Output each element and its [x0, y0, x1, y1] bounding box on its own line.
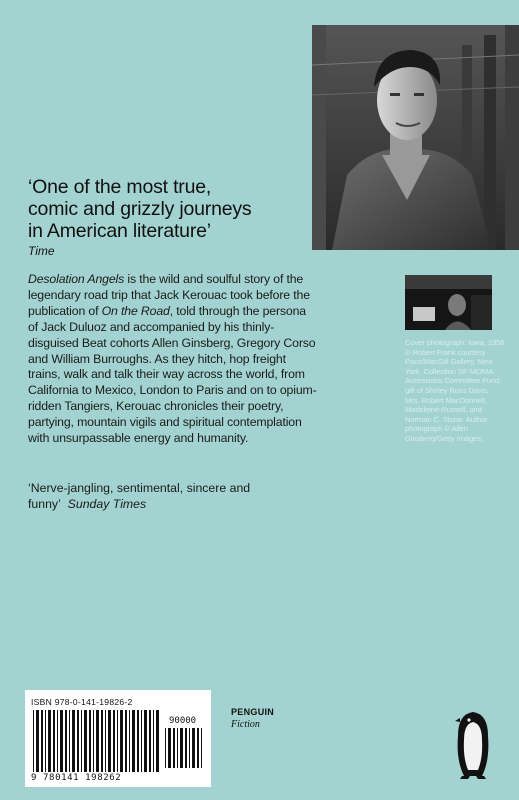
- barcode-bar: [45, 710, 46, 772]
- barcode-bar: [201, 728, 202, 768]
- barcode-bar: [113, 710, 115, 772]
- barcode-bar: [36, 710, 39, 772]
- barcode-bar: [177, 728, 178, 768]
- barcode-bar: [168, 728, 171, 768]
- book-title: Desolation Angels: [28, 272, 125, 286]
- barcode-bar: [84, 710, 87, 772]
- barcode-bar: [108, 710, 111, 772]
- barcode-box: [25, 690, 211, 787]
- cover-photo-thumbnail: [405, 275, 492, 330]
- barcode-bar: [89, 710, 91, 772]
- barcode-bar: [189, 728, 190, 768]
- isbn-number: ISBN 978-0-141-19826-2: [31, 697, 133, 707]
- barcode-bar: [77, 710, 79, 772]
- photo-credits: Cover photograph: Iowa, 1956 © Robert Frank courtesy Pace/MacGill Gallery, New York. Collection SF-MOMA: Accessions Committee Fund: gift of Shirley Ross Davis, Mrs. Robert MacDonnell, Madeleine Russell, and Norman C. Stone. Author photograph © Allen Ginsberg/Getty Images.: [405, 338, 505, 443]
- barcode-bar: [81, 710, 82, 772]
- barcode-bar: [57, 710, 58, 772]
- book-description: [28, 272, 318, 447]
- publisher-name: PENGUIN: [231, 707, 275, 717]
- main-quote-line-2: comic and grizzly journeys: [28, 198, 252, 220]
- barcode-bar: [132, 710, 135, 772]
- price-barcode: [165, 728, 211, 768]
- barcode-bar: [117, 710, 118, 772]
- barcode-bar: [141, 710, 142, 772]
- price-code: 90000: [169, 716, 197, 726]
- barcode-bar: [65, 710, 67, 772]
- barcode-bar: [144, 710, 147, 772]
- barcode-bar: [33, 710, 34, 772]
- barcode-bar: [180, 728, 183, 768]
- barcode-bar: [69, 710, 70, 772]
- barcode-bar: [53, 710, 55, 772]
- barcode-bar: [60, 710, 63, 772]
- book-category: Fiction: [231, 719, 260, 730]
- barcode-digits: 9 780141 198262: [31, 773, 122, 783]
- barcode-bar: [185, 728, 187, 768]
- barcode-bar: [149, 710, 151, 772]
- barcode-bar: [165, 728, 166, 768]
- barcode-bar: [93, 710, 94, 772]
- barcode-bar: [48, 710, 51, 772]
- main-quote-line-3: in American literature’: [28, 220, 211, 242]
- second-review-quote: [28, 481, 318, 513]
- main-review-quote: [28, 176, 318, 242]
- second-quote-text: ‘Nerve-jangling, sentimental, sincere and funny’: [28, 481, 251, 511]
- description-part-2: , told through the persona of Jack Duluoz and accompanied by his thinly-disguised Beat cohorts Allen Ginsberg, Gregory Corso and William Burroughs. As they hitch, hop freight trains, walk and talk their way across the world, from California to Mexico, London to Paris and on to opium-ridden Tangiers, Kerouac chronicles their poetry, partying, mountain vigils and spiritual contemplation with unsurpassable energy and humanity.: [28, 303, 317, 446]
- main-quote-line-1: ‘One of the most true,: [28, 176, 212, 198]
- main-barcode: [33, 710, 161, 772]
- barcode-bar: [173, 728, 175, 768]
- barcode-bar: [101, 710, 103, 772]
- barcode-bar: [41, 710, 43, 772]
- barcode-bar: [156, 710, 159, 772]
- main-quote-source: Time: [28, 244, 55, 258]
- barcode-bar: [197, 728, 199, 768]
- penguin-logo-icon: [452, 708, 494, 780]
- barcode-bar: [105, 710, 106, 772]
- barcode-bar: [120, 710, 123, 772]
- description-part-1: is the wild and soulful story of the legendary road trip that Jack Kerouac took before the publication of: [28, 272, 310, 318]
- author-photo: [312, 25, 519, 250]
- barcode-bar: [153, 710, 154, 772]
- second-quote-source: Sunday Times: [67, 496, 147, 511]
- barcode-bar: [125, 710, 127, 772]
- barcode-bar: [137, 710, 139, 772]
- barcode-bar: [96, 710, 99, 772]
- barcode-bar: [72, 710, 75, 772]
- barcode-bar: [192, 728, 195, 768]
- barcode-bar: [129, 710, 130, 772]
- referenced-book-title: On the Road: [101, 303, 170, 318]
